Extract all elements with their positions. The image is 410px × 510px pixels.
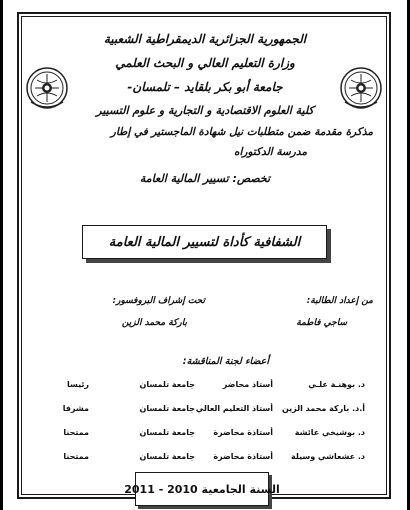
committee-heading: أعضاء لجنة المناقشة:	[182, 356, 269, 367]
university-line: جامعة أبو بكر بلقايد – تلمسان-	[127, 80, 283, 94]
student-label: من إعداد الطالبة:	[306, 296, 373, 306]
faculty-line: كلية العلوم الاقتصادية و التجارية و علوم التسيير	[96, 104, 314, 117]
table-row	[3, 404, 407, 418]
academic-year-box	[124, 472, 280, 506]
member-role: ممتحنا	[63, 452, 89, 461]
thesis-title-box	[82, 225, 327, 259]
thesis-title: الشفافية كأداة لتسيير المالية العامة	[108, 234, 301, 250]
member-university: جامعة تلمسان	[139, 380, 195, 389]
table-row	[3, 428, 407, 442]
ministry-line: وزارة التعليم العالي و البحث العلمي	[115, 56, 295, 70]
member-rank: أستاذ محاضر	[222, 380, 273, 389]
member-rank: أستاذة محاضرة	[213, 452, 273, 461]
table-row	[3, 380, 407, 394]
student-name: ساجي فاطمة	[296, 318, 347, 328]
member-name: أ.د. باركة محمد الزين	[281, 404, 365, 413]
republic-line: الجمهورية الجزائرية الديمقراطية الشعبية	[103, 32, 307, 46]
member-university: جامعة تلمسان	[139, 428, 195, 437]
document-page	[3, 0, 407, 510]
member-role: مشرفا	[62, 404, 89, 413]
memo-line-1: مذكرة مقدمة ضمن متطلبات نيل شهادة الماجستير في إطار	[110, 126, 373, 138]
member-university: جامعة تلمسان	[139, 404, 195, 413]
member-role: رئيسا	[66, 380, 89, 389]
member-role: ممتحنا	[63, 428, 89, 437]
member-name: د. بوهنـة علـي	[308, 380, 365, 389]
member-rank: أستاذ التعليم العالي	[195, 404, 273, 413]
specialty-line: تخصص: تسيير المالية العامة	[139, 172, 271, 185]
supervisor-name: باركة محمد الزين	[121, 318, 187, 328]
member-name: د. بوشيخي عائشة	[294, 428, 365, 437]
supervisor-label: تحت إشراف البروفسور:	[112, 296, 205, 306]
member-university: جامعة تلمسان	[139, 452, 195, 461]
member-name: د. عشعاشي وسيلة	[290, 452, 365, 461]
table-row	[3, 452, 407, 466]
member-rank: أستاذة محاضرة	[213, 428, 273, 437]
memo-line-2: مدرسة الدكتوراه	[234, 146, 307, 158]
academic-year: السنة الجامعية 2010 - 2011	[124, 482, 280, 496]
